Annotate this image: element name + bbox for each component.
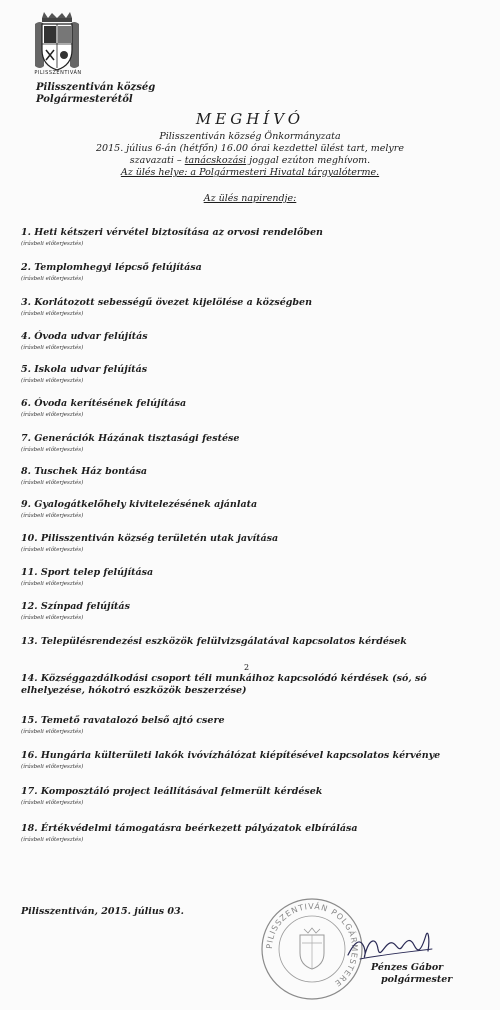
sender-block [36, 82, 155, 106]
document-title: MEGHÍVÓ [195, 110, 305, 128]
agenda-item [21, 297, 489, 318]
agenda-item-title: 14. Községgazdálkodási csoport téli munkáihoz kapcsolódó kérdések (só, só elhelyezése, hókotró eszközök beszerzése) [21, 673, 427, 696]
signer-block [371, 962, 452, 986]
intro-line-3c: joggal ezúton meghívom. [249, 155, 371, 166]
agenda-item-note: (írásbeli előterjesztés) [21, 447, 84, 453]
intro-text [60, 131, 440, 179]
agenda-item-title: 5. Iskola udvar felújítás [21, 364, 148, 375]
agenda-item-note: (írásbeli előterjesztés) [21, 241, 84, 247]
agenda-item [21, 567, 489, 588]
agenda-item [21, 227, 489, 248]
agenda-item-title: 13. Településrendezési eszközök felülvizsgálatával kapcsolatos kérdések [21, 636, 407, 647]
agenda-heading: Az ülés napirendje: [203, 193, 297, 204]
page-number: 2 [244, 663, 250, 672]
agenda-item-note: (írásbeli előterjesztés) [21, 276, 84, 282]
agenda-item [21, 466, 489, 487]
agenda-item-title: 18. Értékvédelmi támogatásra beérkezett pályázatok elbírálása [21, 823, 358, 834]
agenda-item [21, 673, 489, 698]
agenda-item-note: (írásbeli előterjesztés) [21, 345, 84, 351]
agenda-item [21, 601, 489, 622]
agenda-item-note: (írásbeli előterjesztés) [21, 764, 84, 770]
agenda-item-title: 15. Temető ravatalozó belső ajtó csere [21, 715, 225, 726]
signer-role: polgármester [381, 974, 453, 985]
agenda-item [21, 331, 489, 352]
agenda-item-note: (írásbeli előterjesztés) [21, 513, 84, 519]
agenda-item [21, 262, 489, 283]
agenda-item-note: (írásbeli előterjesztés) [21, 837, 84, 843]
signer-name: Pénzes Gábor [371, 962, 444, 973]
agenda-item [21, 364, 489, 385]
agenda-item-title: 3. Korlátozott sebességű övezet kijelölése a községben [21, 297, 313, 308]
agenda-item-title: 10. Pilisszentiván község területén utak javítása [21, 533, 279, 544]
intro-line-2: 2015. július 6-án (hétfőn) 16.00 órai kezdettel ülést tart, melyre [96, 143, 404, 154]
agenda-item-title: 7. Generációk Házának tisztasági festése [21, 433, 240, 444]
place-and-date: Pilisszentiván, 2015. július 03. [21, 906, 184, 917]
intro-line-1: Pilisszentiván község Önkormányzata [159, 131, 341, 142]
sender-line-1: Pilisszentiván község [36, 82, 156, 93]
agenda-item-note: (írásbeli előterjesztés) [21, 412, 84, 418]
agenda-item-title: 11. Sport telep felújítása [21, 567, 154, 578]
agenda-item [21, 636, 489, 649]
sender-line-2: Polgármesterétől [36, 94, 133, 105]
agenda-item-note: (írásbeli előterjesztés) [21, 480, 84, 486]
agenda-item-note: (írásbeli előterjesztés) [21, 378, 84, 384]
agenda-item [21, 533, 489, 554]
agenda-item [21, 715, 489, 736]
agenda-item-note: (írásbeli előterjesztés) [21, 615, 84, 621]
agenda-item-note: (írásbeli előterjesztés) [21, 311, 84, 317]
crest-caption: PILISSZENTIVÁN [34, 70, 82, 76]
meeting-location: Az ülés helye: a Polgármesteri Hivatal tárgyalóterme. [120, 167, 380, 178]
intro-line-3 [60, 155, 440, 167]
agenda-item [21, 433, 489, 454]
agenda-item-title: 9. Gyalogátkelőhely kivitelezésének ajánlata [21, 499, 258, 510]
agenda-item-note: (írásbeli előterjesztés) [21, 547, 84, 553]
agenda-item-title: 1. Heti kétszeri vérvétel biztosítása az orvosi rendelőben [21, 227, 323, 238]
stamp-text: PILISSZENTIVÁN POLGÁRMESTERE [264, 901, 360, 989]
agenda-item-title: 12. Színpad felújítás [21, 601, 130, 612]
coat-of-arms-logo [32, 10, 82, 78]
agenda-item-title: 17. Komposztáló project leállításával felmerült kérdések [21, 786, 323, 797]
agenda-item [21, 750, 489, 771]
agenda-item-title: 2. Templomhegyi lépcső felújítása [21, 262, 202, 273]
agenda-item-title: 8. Tuschek Ház bontása [21, 466, 148, 477]
agenda-item-title: 4. Óvoda udvar felújítás [21, 331, 148, 342]
agenda-item-note: (írásbeli előterjesztés) [21, 729, 84, 735]
agenda-item [21, 499, 489, 520]
agenda-item [21, 786, 489, 807]
agenda-item-title: 6. Óvoda kerítésének felújítása [21, 398, 187, 409]
intro-line-4 [60, 167, 440, 179]
agenda-item [21, 398, 489, 419]
agenda-item-note: (írásbeli előterjesztés) [21, 800, 84, 806]
intro-line-3b: tanácskozási [184, 155, 247, 166]
agenda-item-title: 16. Hungária külterületi lakók ivóvízhálózat kiépítésével kapcsolatos kérvénye [21, 750, 441, 761]
agenda-item-note: (írásbeli előterjesztés) [21, 581, 84, 587]
agenda-item [21, 823, 489, 844]
intro-line-3a: szavazati – [129, 155, 182, 166]
